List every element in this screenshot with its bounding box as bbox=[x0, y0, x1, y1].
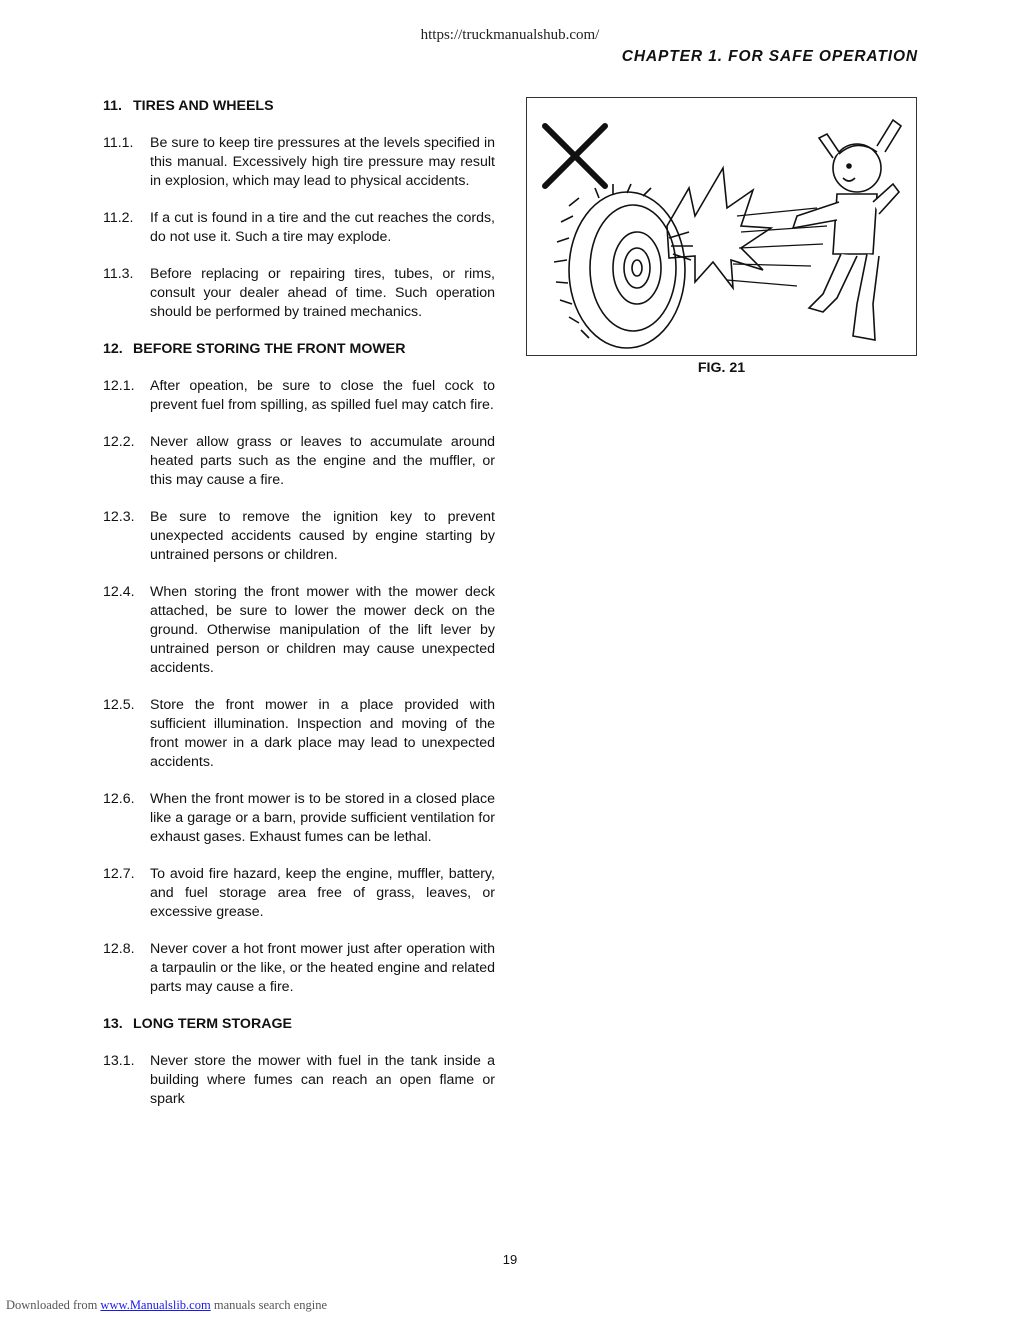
tire-icon bbox=[554, 184, 685, 348]
list-item: 12.6. When the front mower is to be stored in a closed place like a garage or a barn, provide sufficient ventilation for exhaust gases. Exhaust fumes can be lethal. bbox=[103, 791, 495, 845]
figure-caption: FIG. 21 bbox=[697, 360, 746, 376]
person-figure-icon bbox=[793, 120, 901, 340]
list-item: 13.1. Never store the mower with fuel in the tank inside a building where fumes can reach an open flame or spark bbox=[103, 1053, 495, 1107]
page-number: 19 bbox=[502, 1252, 518, 1267]
prohibited-x-icon bbox=[545, 126, 605, 186]
chapter-title: CHAPTER 1. FOR SAFE OPERATION bbox=[621, 48, 918, 65]
text-column bbox=[103, 97, 495, 1127]
footer-prefix: Downloaded from bbox=[6, 1298, 98, 1312]
list-item: 11.3. Before replacing or repairing tires, tubes, or rims, consult your dealer ahead of time. Such operation should be performed by trained mechanics. bbox=[103, 266, 495, 320]
figure-21 bbox=[526, 97, 917, 356]
list-item: 11.1. Be sure to keep tire pressures at the levels specified in this manual. Excessively high tire pressure may result in explosion, which may lead to physical accidents. bbox=[103, 135, 495, 189]
source-url: https://truckmanualshub.com/ bbox=[420, 27, 600, 43]
list-item: 12.2. Never allow grass or leaves to accumulate around heated parts such as the engine and the muffler, or this may cause a fire. bbox=[103, 434, 495, 488]
download-footer bbox=[6, 1298, 327, 1313]
footer-suffix: manuals search engine bbox=[213, 1298, 327, 1312]
section-heading-13: 13. LONG TERM STORAGE bbox=[103, 1016, 292, 1032]
list-item: 12.8. Never cover a hot front mower just after operation with a tarpaulin or the like, or the heated engine and related parts may cause a fire. bbox=[103, 941, 495, 995]
list-item: 12.7. To avoid fire hazard, keep the engine, muffler, battery, and fuel storage area free of grass, leaves, or excessive grease. bbox=[103, 866, 495, 920]
manualslib-link[interactable]: www.Manualslib.com bbox=[100, 1298, 211, 1312]
list-item: 12.1. After opeation, be sure to close the fuel cock to prevent fuel from spilling, as spilled fuel may catch fire. bbox=[103, 378, 495, 413]
list-item: 12.3. Be sure to remove the ignition key to prevent unexpected accidents caused by engine starting by untrained persons or children. bbox=[103, 509, 495, 563]
section-heading-12: 12. BEFORE STORING THE FRONT MOWER bbox=[103, 341, 406, 357]
list-item: 12.4. When storing the front mower with the mower deck attached, be sure to lower the mower deck on the ground. Otherwise manipulation of the lift lever by untrained person or children may cause unexpected accidents. bbox=[103, 584, 495, 676]
list-item: 11.2. If a cut is found in a tire and the cut reaches the cords, do not use it. Such a tire may explode. bbox=[103, 210, 495, 245]
tire-explosion-warning-illustration bbox=[527, 98, 916, 355]
section-heading-11: 11. TIRES AND WHEELS bbox=[103, 98, 274, 114]
list-item: 12.5. Store the front mower in a place provided with sufficient illumination. Inspection and moving of the front mower in a dark place may lead to unexpected accidents. bbox=[103, 697, 495, 770]
